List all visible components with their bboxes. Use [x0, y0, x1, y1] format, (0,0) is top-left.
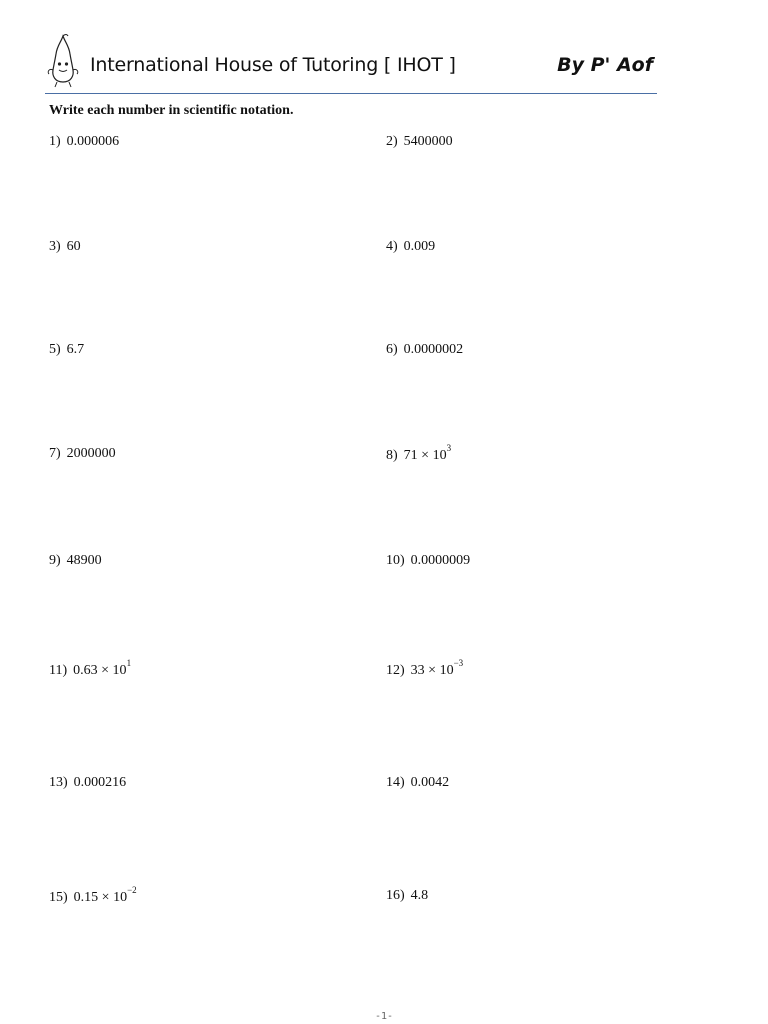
- problem-exponent: −3: [453, 658, 464, 669]
- problem-item: [49, 658, 132, 679]
- problem-number: 8): [386, 448, 398, 463]
- problem-item: [49, 775, 126, 791]
- problem-item: [49, 885, 137, 906]
- problem-item: [49, 446, 116, 462]
- problem-expression: 2000000: [66, 446, 116, 461]
- problem-number: 13): [49, 775, 68, 790]
- page-number: -1-: [374, 1011, 394, 1022]
- problem-number: 6): [386, 342, 398, 357]
- problem-number: 9): [49, 553, 61, 568]
- problem-expression: 71 × 10: [403, 448, 447, 463]
- problem-item: [386, 239, 435, 255]
- problem-number: 4): [386, 239, 398, 254]
- problem-expression: 4.8: [410, 888, 429, 903]
- problem-expression: 0.000216: [73, 775, 127, 790]
- author-credit: By P' Aof: [557, 54, 653, 76]
- page-header: [45, 30, 657, 94]
- problem-item: [386, 888, 428, 904]
- problem-number: 14): [386, 775, 405, 790]
- problem-item: [49, 134, 119, 150]
- problem-expression: 0.0042: [410, 775, 450, 790]
- problem-number: 10): [386, 553, 405, 568]
- problem-expression: 0.000006: [66, 134, 120, 149]
- problem-item: [386, 775, 449, 791]
- problem-exponent: −2: [127, 885, 137, 896]
- mascot-logo-icon: [45, 32, 81, 88]
- problem-number: 16): [386, 888, 405, 903]
- problem-exponent: 1: [126, 658, 132, 669]
- problem-number: 2): [386, 134, 398, 149]
- problem-item: [49, 342, 84, 358]
- problem-item: [386, 134, 453, 150]
- problem-number: 7): [49, 446, 61, 461]
- problem-item: [386, 443, 452, 464]
- problem-expression: 48900: [66, 553, 102, 568]
- problem-item: [49, 239, 81, 255]
- problem-number: 15): [49, 890, 68, 905]
- problem-expression: 33 × 10: [410, 663, 454, 678]
- problem-expression: 60: [66, 239, 81, 254]
- problem-expression: 0.15 × 10: [73, 890, 128, 905]
- problem-number: 3): [49, 239, 61, 254]
- problem-expression: 0.0000002: [403, 342, 464, 357]
- problem-expression: 5400000: [403, 134, 453, 149]
- problem-item: [386, 553, 470, 569]
- problem-item: [386, 342, 463, 358]
- problem-number: 5): [49, 342, 61, 357]
- problem-expression: 0.63 × 10: [73, 663, 127, 678]
- problem-number: 1): [49, 134, 61, 149]
- problem-item: [386, 658, 464, 679]
- problem-number: 12): [386, 663, 405, 678]
- site-title: International House of Tutoring [ IHOT ]: [90, 54, 456, 76]
- problem-exponent: 3: [446, 443, 452, 454]
- instructions: Write each number in scientific notation.: [49, 103, 294, 118]
- problem-item: [49, 553, 102, 569]
- problem-expression: 6.7: [66, 342, 85, 357]
- problem-expression: 0.009: [403, 239, 436, 254]
- problem-expression: 0.0000009: [410, 553, 471, 568]
- problem-number: 11): [49, 663, 68, 678]
